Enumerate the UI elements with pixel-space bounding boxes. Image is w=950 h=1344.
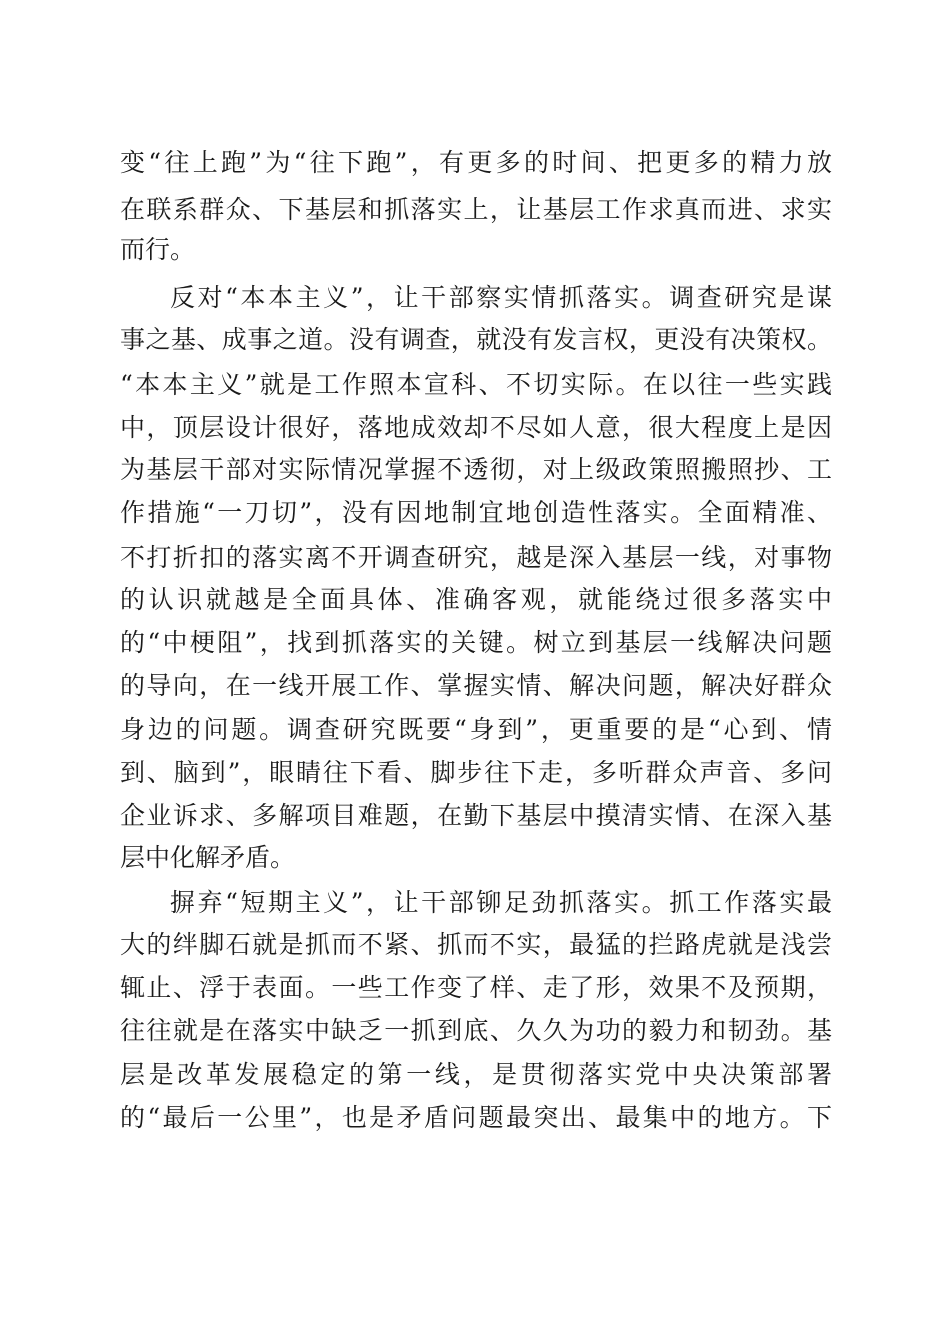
text-line: “本本主义”就是工作照本宣科、不切实际。在以往一些实践 — [120, 370, 832, 399]
text-line: 在联系群众、下基层和抓落实上，让基层工作求真而进、求实 — [120, 195, 832, 224]
text-line: 往往就是在落实中缺乏一抓到底、久久为功的毅力和韧劲。基 — [120, 1016, 832, 1045]
text-line: 的导向，在一线开展工作、掌握实情、解决问题，解决好群众 — [120, 671, 832, 700]
paragraph-first-line: 反对“本本主义”，让干部察实情抓落实。调查研究是谋 — [170, 283, 832, 312]
text-line: 的“中梗阻”，找到抓落实的关键。树立到基层一线解决问题 — [120, 628, 832, 657]
text-line: 而行。 — [120, 235, 196, 264]
text-line: 的认识就越是全面具体、准确客观，就能绕过很多落实中 — [120, 585, 832, 614]
text-line: 为基层干部对实际情况掌握不透彻，对上级政策照搬照抄、工 — [120, 455, 832, 484]
text-line: 身边的问题。调查研究既要“身到”，更重要的是“心到、情 — [120, 715, 832, 744]
text-line: 大的绊脚石就是抓而不紧、抓而不实，最猛的拦路虎就是浅尝 — [120, 930, 832, 959]
text-line: 企业诉求、多解项目难题，在勤下基层中摸清实情、在深入基 — [120, 801, 832, 830]
text-line: 辄止、浮于表面。一些工作变了样、走了形，效果不及预期， — [120, 973, 832, 1002]
paragraph-first-line: 摒弃“短期主义”，让干部铆足劲抓落实。抓工作落实最 — [170, 888, 832, 917]
text-line: 中，顶层设计很好，落地成效却不尽如人意，很大程度上是因 — [120, 413, 832, 442]
text-line: 不打折扣的落实离不开调查研究，越是深入基层一线，对事物 — [120, 543, 832, 572]
text-line: 层是改革发展稳定的第一线，是贯彻落实党中央决策部署 — [120, 1060, 832, 1089]
text-line: 作措施“一刀切”，没有因地制宜地创造性落实。全面精准、 — [120, 498, 832, 527]
text-line: 层中化解矛盾。 — [120, 843, 296, 872]
text-line: 的“最后一公里”，也是矛盾问题最突出、最集中的地方。下 — [120, 1103, 832, 1132]
text-line: 事之基、成事之道。没有调查，就没有发言权，更没有决策权。 — [120, 325, 832, 354]
text-line: 到、脑到”，眼睛往下看、脚步往下走，多听群众声音、多问 — [120, 758, 832, 787]
text-line: 变“往上跑”为“往下跑”，有更多的时间、把更多的精力放 — [120, 148, 832, 177]
